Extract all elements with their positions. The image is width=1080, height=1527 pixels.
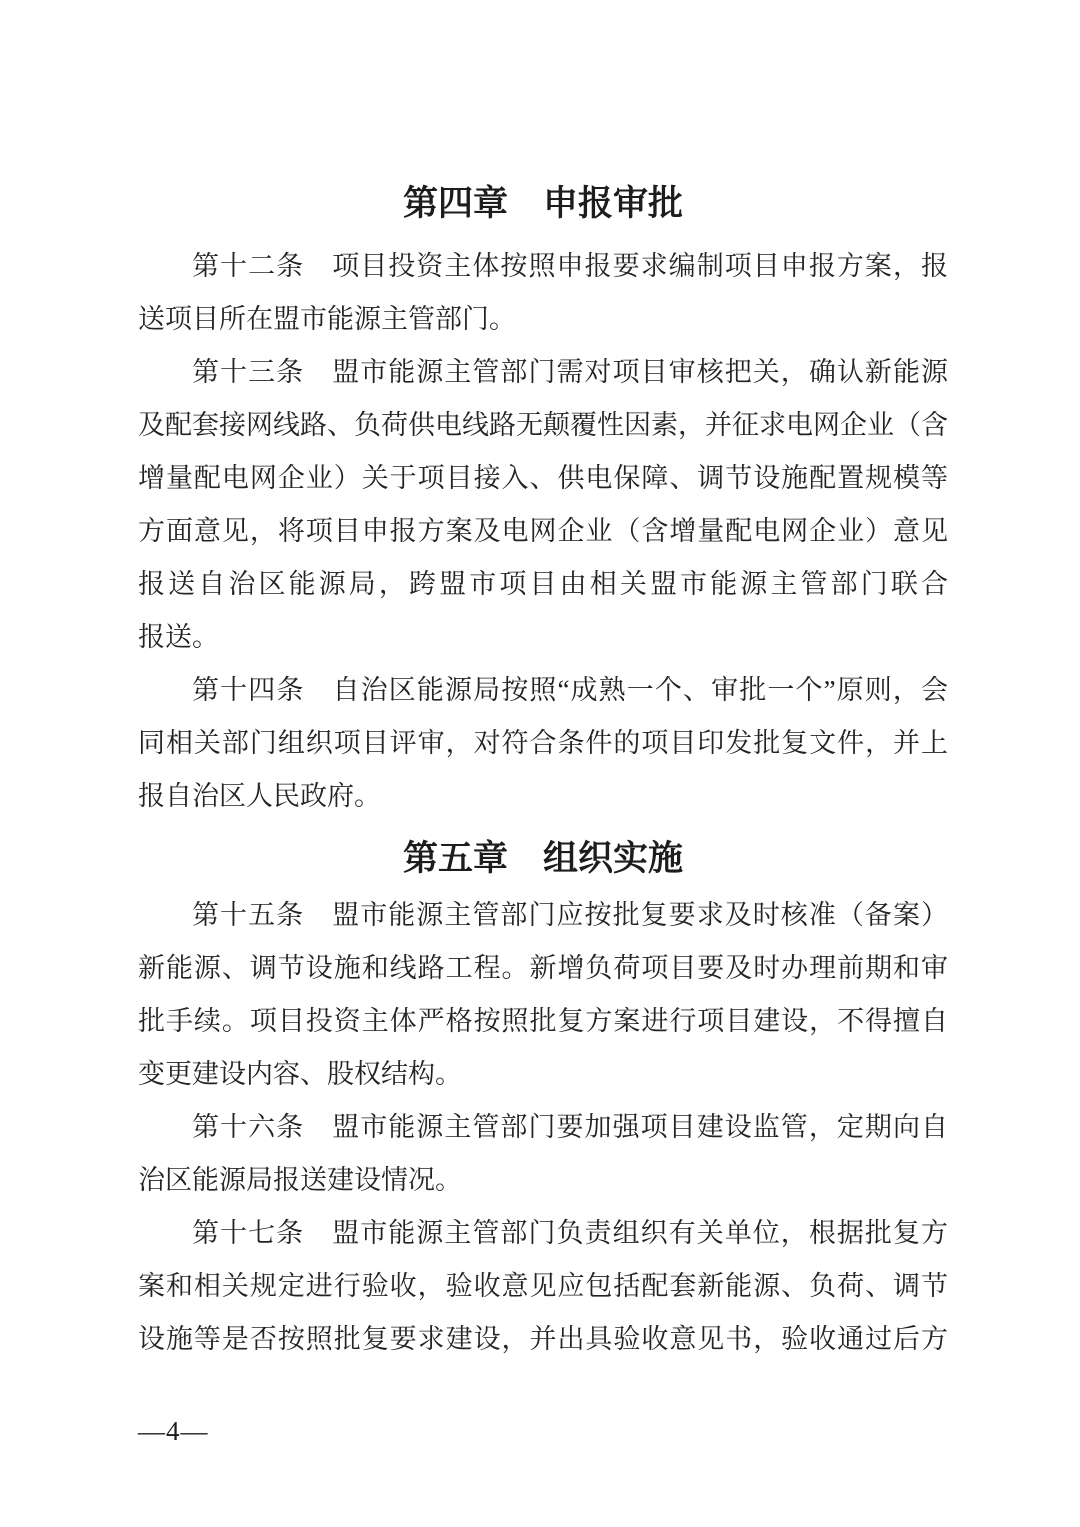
- article-12: [138, 240, 948, 346]
- article-14: [138, 664, 948, 823]
- chapter-5-heading: 第五章 组织实施: [402, 839, 683, 878]
- page-number: —4—: [138, 1416, 209, 1446]
- article-15-line: 第十五条 盟市能源主管部门应按批复要求及时核准（备案）: [192, 900, 948, 930]
- article-13-line: 方面意见，将项目申报方案及电网企业（含增量配电网企业）意见: [138, 516, 948, 546]
- article-13-line: 增量配电网企业）关于项目接入、供电保障、调节设施配置规模等: [138, 463, 948, 493]
- chapter-4-heading: 第四章 申报审批: [402, 184, 683, 223]
- article-15-line: 批手续。项目投资主体严格按照批复方案进行项目建设，不得擅自: [138, 1006, 948, 1036]
- article-16: [138, 1101, 948, 1207]
- article-14-line: 第十四条 自治区能源局按照“成熟一个、审批一个”原则，会: [192, 675, 948, 705]
- article-16-line: 第十六条 盟市能源主管部门要加强项目建设监管，定期向自: [192, 1112, 948, 1142]
- article-13-line: 报送。: [138, 622, 219, 652]
- article-13-line: 报送自治区能源局，跨盟市项目由相关盟市能源主管部门联合: [138, 569, 948, 599]
- article-17-line: 案和相关规定进行验收，验收意见应包括配套新能源、负荷、调节: [138, 1271, 948, 1301]
- article-14-line: 同相关部门组织项目评审，对符合条件的项目印发批复文件，并上: [138, 728, 948, 758]
- article-13-line: 及配套接网线路、负荷供电线路无颠覆性因素，并征求电网企业（含: [138, 410, 948, 440]
- article-13: [138, 346, 948, 664]
- article-16-line: 治区能源局报送建设情况。: [138, 1165, 462, 1195]
- article-15-line: 变更建设内容、股权结构。: [138, 1059, 462, 1089]
- article-14-line: 报自治区人民政府。: [138, 781, 381, 811]
- article-12-line: 送项目所在盟市能源主管部门。: [138, 304, 516, 334]
- article-17-line: 第十七条 盟市能源主管部门负责组织有关单位，根据批复方: [192, 1218, 948, 1248]
- article-15: [138, 889, 948, 1101]
- article-17-line: 设施等是否按照批复要求建设，并出具验收意见书，验收通过后方: [138, 1324, 948, 1354]
- article-15-line: 新能源、调节设施和线路工程。新增负荷项目要及时办理前期和审: [138, 953, 948, 983]
- article-13-line: 第十三条 盟市能源主管部门需对项目审核把关，确认新能源: [192, 357, 948, 387]
- article-12-line: 第十二条 项目投资主体按照申报要求编制项目申报方案，报: [192, 251, 948, 281]
- article-17: [138, 1207, 948, 1366]
